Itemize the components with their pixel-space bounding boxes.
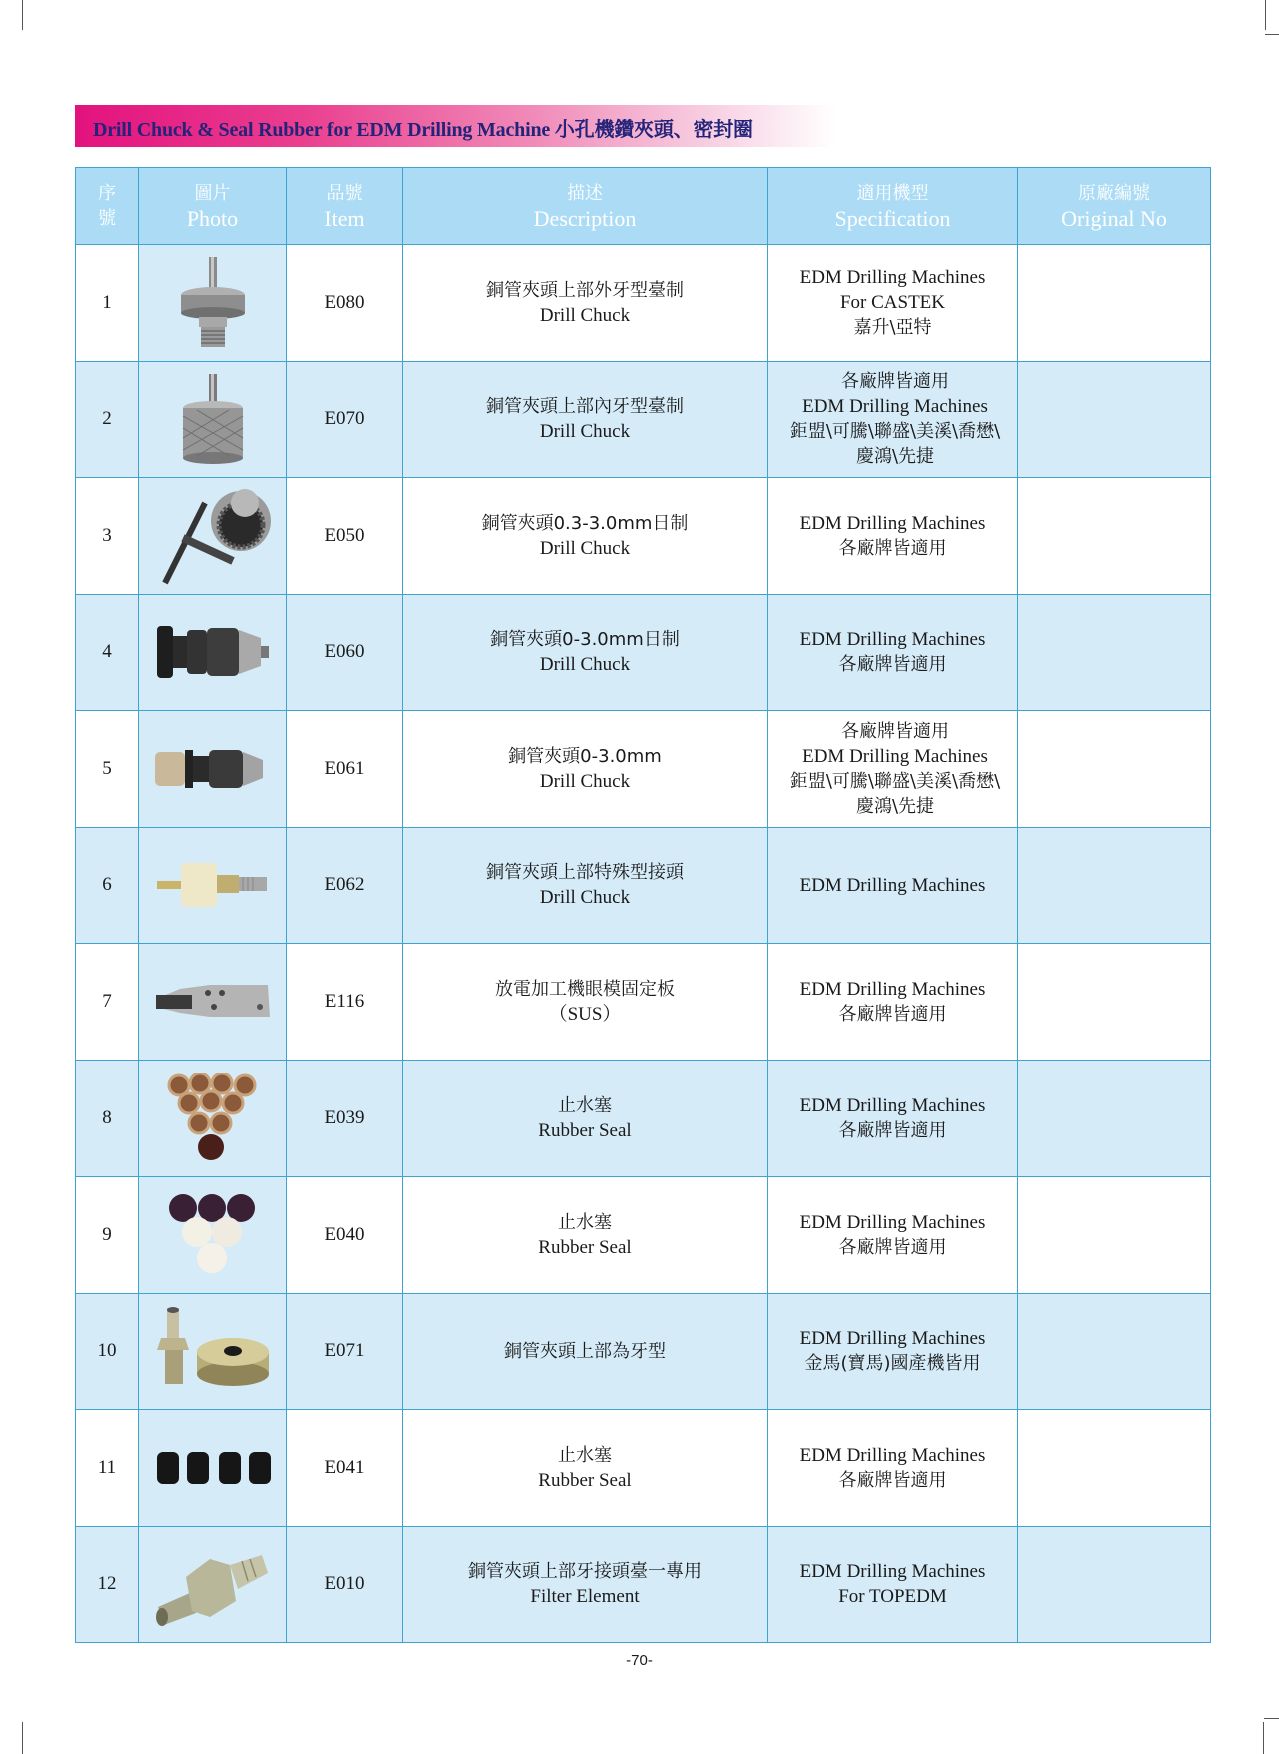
filter-connector-icon	[150, 1537, 275, 1632]
item-code: E061	[287, 711, 403, 828]
product-photo	[139, 1060, 287, 1177]
header-description: 描述 Description	[403, 168, 768, 245]
item-code: E060	[287, 594, 403, 711]
item-code: E080	[287, 245, 403, 362]
specification: EDM Drilling Machines 各廠牌皆適用	[768, 1060, 1018, 1177]
item-code: E116	[287, 944, 403, 1061]
product-photo	[139, 711, 287, 828]
specification: EDM Drilling Machines 金馬(寶馬)國產機皆用	[768, 1293, 1018, 1410]
item-code: E062	[287, 827, 403, 944]
rubber-seal-cylinders-icon	[153, 1448, 273, 1488]
crop-mark	[1265, 0, 1266, 30]
section-title: Drill Chuck & Seal Rubber for EDM Drilling Machine 小孔機鑽夾頭、密封圈	[93, 119, 753, 141]
original-no	[1018, 245, 1211, 362]
description: 放電加工機眼模固定板 （SUS）	[403, 944, 768, 1061]
section-banner	[75, 105, 835, 147]
product-photo	[139, 827, 287, 944]
product-photo	[139, 478, 287, 595]
row-number: 7	[76, 944, 139, 1061]
drill-chuck-internal-thread-icon	[173, 372, 253, 467]
specification: EDM Drilling Machines	[768, 827, 1018, 944]
original-no	[1018, 1060, 1211, 1177]
row-number: 12	[76, 1526, 139, 1643]
specification: EDM Drilling Machines 各廠牌皆適用	[768, 1177, 1018, 1294]
product-table	[75, 167, 1211, 1643]
table-row	[76, 1177, 1211, 1294]
item-code: E040	[287, 1177, 403, 1294]
row-number: 1	[76, 245, 139, 362]
description: 止水塞 Rubber Seal	[403, 1410, 768, 1527]
description: 銅管夾頭上部外牙型臺制 Drill Chuck	[403, 245, 768, 362]
row-number: 9	[76, 1177, 139, 1294]
original-no	[1018, 827, 1211, 944]
row-number: 5	[76, 711, 139, 828]
table-row	[76, 478, 1211, 595]
crop-mark	[22, 1722, 23, 1754]
header-no: 序 號	[76, 168, 139, 245]
drill-chuck-external-thread-icon	[173, 255, 253, 350]
item-code: E010	[287, 1526, 403, 1643]
original-no	[1018, 1410, 1211, 1527]
table-row	[76, 1293, 1211, 1410]
description: 銅管夾頭上部內牙型臺制 Drill Chuck	[403, 361, 768, 478]
product-photo	[139, 944, 287, 1061]
table-row	[76, 245, 1211, 362]
specification: EDM Drilling Machines 各廠牌皆適用	[768, 1410, 1018, 1527]
description: 止水塞 Rubber Seal	[403, 1177, 768, 1294]
header-specification: 適用機型 Specification	[768, 168, 1018, 245]
specification: EDM Drilling Machines 各廠牌皆適用	[768, 944, 1018, 1061]
item-code: E041	[287, 1410, 403, 1527]
crop-mark	[1263, 1722, 1264, 1754]
header-photo: 圖片 Photo	[139, 168, 287, 245]
product-photo	[139, 1177, 287, 1294]
row-number: 6	[76, 827, 139, 944]
table-row	[76, 1526, 1211, 1643]
table-row	[76, 711, 1211, 828]
specification: EDM Drilling Machines For CASTEK 嘉升\亞特	[768, 245, 1018, 362]
row-number: 3	[76, 478, 139, 595]
product-photo	[139, 245, 287, 362]
row-number: 11	[76, 1410, 139, 1527]
specification: 各廠牌皆適用 EDM Drilling Machines 鉅盟\可騰\聯盛\美溪\喬懋\ 慶鴻\先捷	[768, 711, 1018, 828]
description: 止水塞 Rubber Seal	[403, 1060, 768, 1177]
table-row	[76, 944, 1211, 1061]
specification: EDM Drilling Machines For TOPEDM	[768, 1526, 1018, 1643]
product-photo	[139, 594, 287, 711]
row-number: 10	[76, 1293, 139, 1410]
crop-mark	[1265, 34, 1279, 35]
table-row	[76, 594, 1211, 711]
table-row	[76, 827, 1211, 944]
table-row	[76, 1060, 1211, 1177]
product-photo	[139, 1293, 287, 1410]
original-no	[1018, 1293, 1211, 1410]
row-number: 2	[76, 361, 139, 478]
item-code: E071	[287, 1293, 403, 1410]
crop-mark	[22, 0, 23, 30]
original-no	[1018, 944, 1211, 1061]
crop-mark	[1264, 1718, 1279, 1719]
rubber-seal-cups-icon	[165, 1073, 260, 1163]
description: 銅管夾頭0-3.0mm日制 Drill Chuck	[403, 594, 768, 711]
description: 銅管夾頭0-3.0mm Drill Chuck	[403, 711, 768, 828]
product-photo	[139, 361, 287, 478]
description: 銅管夾頭上部為牙型	[403, 1293, 768, 1410]
item-code: E070	[287, 361, 403, 478]
keyless-drill-chuck-icon	[153, 622, 273, 682]
description: 銅管夾頭0.3-3.0mm日制 Drill Chuck	[403, 478, 768, 595]
product-photo	[139, 1410, 287, 1527]
description: 銅管夾頭上部牙接頭臺一專用 Filter Element	[403, 1526, 768, 1643]
item-code: E039	[287, 1060, 403, 1177]
specification: 各廠牌皆適用 EDM Drilling Machines 鉅盟\可騰\聯盛\美溪\喬懋\ 慶鴻\先捷	[768, 361, 1018, 478]
table-header-row	[76, 168, 1211, 245]
row-number: 4	[76, 594, 139, 711]
description: 銅管夾頭上部特殊型接頭 Drill Chuck	[403, 827, 768, 944]
table-row	[76, 1410, 1211, 1527]
guide-plate-icon	[150, 977, 275, 1027]
page-number: -70-	[626, 1652, 653, 1669]
threaded-top-and-nut-icon	[153, 1304, 273, 1399]
keyless-drill-chuck-adapter-icon	[153, 744, 273, 794]
specification: EDM Drilling Machines 各廠牌皆適用	[768, 478, 1018, 595]
table-row	[76, 361, 1211, 478]
original-no	[1018, 361, 1211, 478]
header-item: 品號 Item	[287, 168, 403, 245]
specification: EDM Drilling Machines 各廠牌皆適用	[768, 594, 1018, 711]
keyed-drill-chuck-icon	[153, 483, 273, 588]
product-photo	[139, 1526, 287, 1643]
header-original-no: 原廠編號 Original No	[1018, 168, 1211, 245]
original-no	[1018, 711, 1211, 828]
rubber-seal-balls-icon	[165, 1192, 260, 1277]
original-no	[1018, 1177, 1211, 1294]
original-no	[1018, 478, 1211, 595]
row-number: 8	[76, 1060, 139, 1177]
original-no	[1018, 1526, 1211, 1643]
item-code: E050	[287, 478, 403, 595]
original-no	[1018, 594, 1211, 711]
special-connector-icon	[153, 855, 273, 915]
